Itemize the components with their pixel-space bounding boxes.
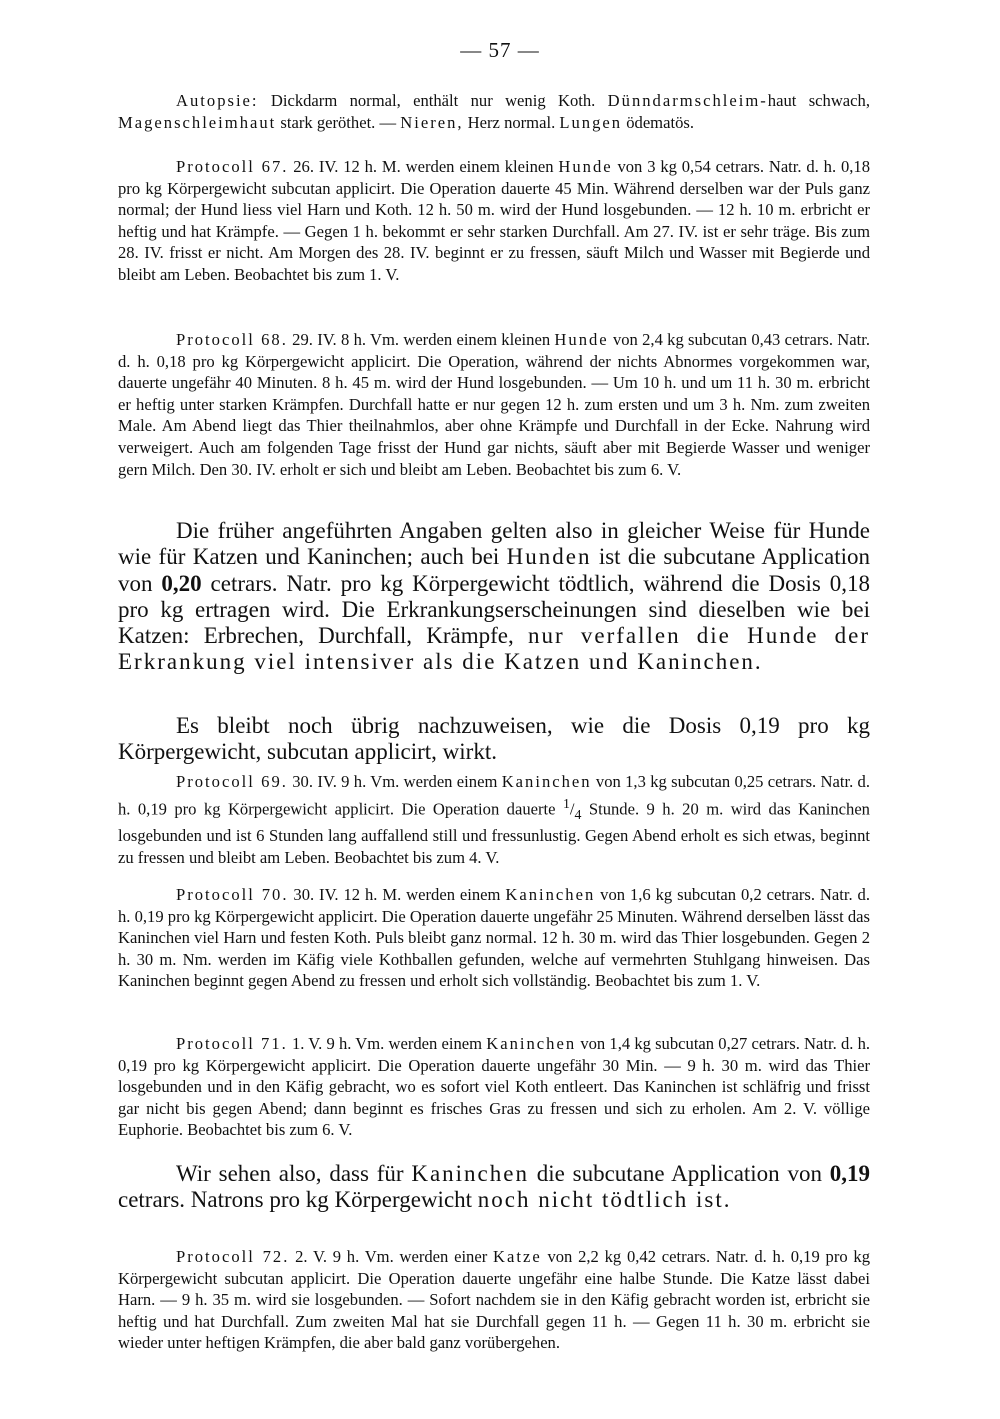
protocol-label: Protocoll 70. bbox=[176, 885, 289, 904]
fraction-denominator: 4 bbox=[574, 806, 582, 822]
fraction-numerator: 1 bbox=[562, 795, 570, 811]
protocol-71-paragraph: Protocoll 71. 1. V. 9 h. Vm. werden einem Kaninchen von 1,4 kg subcutan 0,27 cetrars. Natr. d. h. 0,19 pro kg Körpergewicht applicirt. Die Operation dauerte ungefähr 30 Min. — 9 h. 30 m. wird das Thier losgebunden und in den Käfig gebracht, wo es sofort viel Koth entleert. Das Kaninchen ist schläfrig und frisst gar nicht bis gegen Abend; dann beginnt es frisches Gras zu fressen und sich zu erholen. Am 2. V. völlige Euphorie. Beobachtet bis zum 6. V. bbox=[118, 1034, 871, 1140]
summary-paragraph-rabbits: Wir sehen also, dass für Kaninchen die subcutane Application von 0,19 cetrars. Natrons pro kg Körpergewicht noch nicht tödtlich ist. bbox=[118, 1161, 870, 1213]
protocol-label: Protocoll 72. bbox=[176, 1247, 290, 1266]
autopsy-label: Autopsie: bbox=[176, 91, 259, 110]
autopsy-paragraph: Autopsie: Dickdarm normal, enthält nur wenig Koth. Dünndarmschleim-haut schwach, Magenschleimhaut stark geröthet. — Nieren, Herz normal. Lungen ödematös. bbox=[118, 91, 870, 132]
protocol-label: Protocoll 71. bbox=[176, 1034, 288, 1053]
protocol-69-paragraph: Protocoll 69. 30. IV. 9 h. Vm. werden einem Kaninchen von 1,3 kg subcutan 0,25 cetrars. Natr. d. h. 0,19 pro kg Körpergewicht applicirt. Die Operation dauerte $^1/_4$ Stunde. 9 h. 20 m. wird das Kaninchen losgebunden und ist 6 Stunden lang auffallend still und fressunlustig. Gegen Abend erholt es sich etwas, beginnt zu fressen und bleibt am Leben. Beobachtet bis zum 4. V. bbox=[118, 772, 870, 867]
summary-paragraph-dogs: Die früher angeführten Angaben gelten also in gleicher Weise für Hunde wie für Katzen und Kaninchen; auch bei Hunden ist die subcutane Application von 0,20 cetrars. Natr. pro kg Körpergewicht tödtlich, während die Dosis 0,18 pro kg ertragen wird. Die Erkrankungserscheinungen sind dieselben wie bei Katzen: Erbrechen, Durchfall, Krämpfe, nur verfallen die Hunde der Erkrankung viel intensiver als die Katzen und Kaninchen. bbox=[118, 518, 871, 675]
protocol-70-paragraph: Protocoll 70. 30. IV. 12 h. M. werden einem Kaninchen von 1,6 kg subcutan 0,2 cetrars. Natr. d. h. 0,19 pro kg Körpergewicht applicirt. Die Operation dauerte ungefähr 25 Minuten. Während derselben lässt das Kaninchen viel Harn und festen Koth. Puls bleibt ganz normal. 12 h. 30 m. wird das Thier losgebunden. Gegen 2 h. 30 m. Nm. werden im Käfig viele Kothballen gefunden, welche auf vermehrten Stuhlgang hinweisen. Das Kaninchen beginnt gegen Abend zu fressen und erholt sich vollständig. Beobachtet bis zum 1. V. bbox=[118, 885, 870, 991]
protocol-label: Protocoll 67. bbox=[176, 157, 289, 176]
protocol-68-paragraph: Protocoll 68. 29. IV. 8 h. Vm. werden einem kleinen Hunde von 2,4 kg subcutan 0,43 cetrars. Natr. d. h. 0,18 pro kg Körpergewicht applicirt. Die Operation, während der nichts Abnormes vorgekommen war, dauerte ungefähr 40 Minuten. 8 h. 45 m. wird der Hund losgebunden. — Um 10 h. und um 11 h. 30 m. erbricht er heftig unter starken Krämpfen. Durchfall hatte er nur gegen 12 h. zum ersten und um 3 h. Nm. zum zweiten Male. Am Abend liegt das Thier theilnahmlos, aber ohne Krämpfe und Durchfall in der Ecke. Nahrung wird verweigert. Auch am folgenden Tage frisst der Hund gar nichts, säuft aber mit Begierde Wasser und weniger gern Milch. Den 30. IV. erholt er sich und bleibt am Leben. Beobachtet bis zum 6. V. bbox=[118, 330, 871, 479]
protocol-label: Protocoll 68. bbox=[176, 330, 288, 349]
protocol-label: Protocoll 69. bbox=[176, 772, 288, 791]
protocol-72-paragraph: Protocoll 72. 2. V. 9 h. Vm. werden einer Katze von 2,2 kg 0,42 cetrars. Natr. d. h. 0,19 pro kg Körpergewicht subcutan applicirt. Die Operation dauerte ungefähr eine halbe Stunde. Die Katze lässt dabei Harn. — 9 h. 35 m. wird sie losgebunden. — Sofort nachdem sie in den Käfig gebracht worden ist, erbricht sie heftig und hat Durchfall. Zum zweiten Mal hat sie Durchfall gegen 11 h. — Gegen 11 h. 30 m. erbricht sie wieder unter heftigen Krämpfen, die aber bald ganz vorübergehen. bbox=[118, 1247, 870, 1353]
protocol-67-paragraph: Protocoll 67. 26. IV. 12 h. M. werden einem kleinen Hunde von 3 kg 0,54 cetrars. Natr. d. h. 0,18 pro kg Körpergewicht subcutan applicirt. Die Operation dauerte 45 Min. Während derselben war der Puls ganz normal; der Hund liess viel Harn und Koth. 12 h. 50 m. wird der Hund losgebunden. — 12 h. 10 m. erbricht er heftig und hat Krämpfe. — Gegen 1 h. bekommt er sehr starken Durchfall. Am 27. IV. ist er sehr träge. Bis zum 28. IV. frisst er nicht. Am Morgen des 28. IV. beginnt er zu fressen, säuft Milch und Wasser mit Begierde und bleibt am Leben. Beobachtet bis zum 1. V. bbox=[118, 157, 870, 284]
page-number: — 57 — bbox=[460, 38, 540, 62]
summary-paragraph-dose: Es bleibt noch übrig nachzuweisen, wie die Dosis 0,19 pro kg Körpergewicht, subcutan applicirt, wirkt. bbox=[118, 713, 870, 765]
